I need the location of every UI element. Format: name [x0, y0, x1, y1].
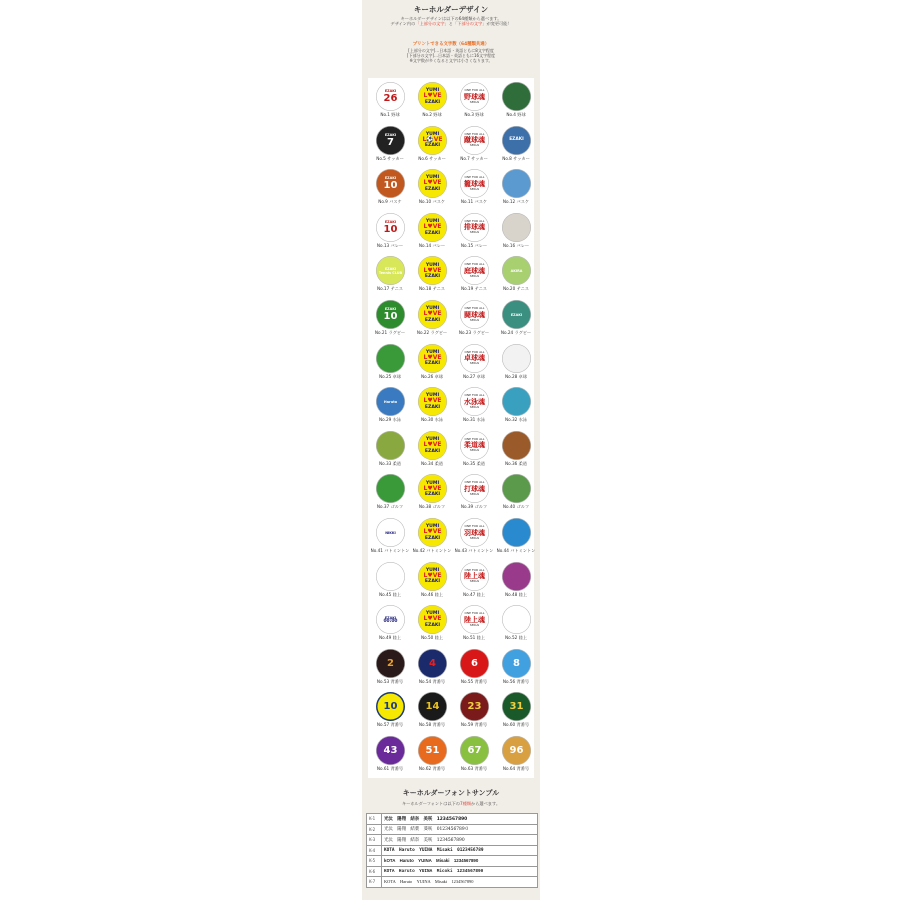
font-row[interactable] — [367, 845, 538, 856]
intro-line-1: キーホルダーデザインは以下の64種類から選べます。 — [400, 16, 502, 21]
design-caption: No.43 バトミントン — [454, 548, 494, 553]
keyholder-badge — [418, 126, 447, 155]
badge-love-text: L♥VE — [423, 223, 442, 231]
keyholder-badge — [376, 518, 405, 547]
design-caption: No.8 サッカー — [502, 155, 530, 161]
keyholder-badge — [460, 300, 489, 329]
badge-top-text: YUMI — [425, 480, 440, 486]
badge-kanji-text: 陸上魂 — [464, 615, 485, 624]
char-limit-top: [上部分の文字]…日本語・英語ともに8文字程度 — [408, 48, 494, 53]
badge-love-text: L♥VE — [423, 397, 442, 405]
badge-love-text: L♥VE — [423, 92, 442, 100]
design-caption: No.34 柔道 — [421, 460, 443, 466]
badge-number: 96 — [509, 745, 524, 756]
badge-bottom-text: EZAKI — [424, 99, 441, 105]
design-caption: No.29 水泳 — [379, 417, 401, 423]
keyholder-badge — [502, 562, 531, 591]
design-caption: No.21 ラグビー — [374, 330, 406, 335]
badge-top-text: ONE FOR ALL — [464, 131, 485, 136]
badge-top-text: ONE FOR ALL — [464, 306, 485, 311]
keyholder-badge — [418, 518, 447, 547]
keyholder-badge — [502, 387, 531, 416]
badge-love-text: L♥VE — [423, 615, 442, 623]
keyholder-badge — [376, 344, 405, 373]
keyholder-badge — [376, 562, 405, 591]
keyholder-badge — [502, 736, 531, 765]
badge-top-text: YUMI — [425, 175, 440, 181]
badge-number: 67 — [467, 745, 482, 756]
keyholder-badge — [502, 474, 531, 503]
badge-bottom-text: SEIKAI — [469, 404, 480, 409]
badge-top-text: ONE FOR ALL — [464, 393, 485, 398]
design-caption: No.7 サッカー — [460, 155, 488, 161]
design-item[interactable] — [495, 166, 537, 210]
design-caption: No.19 テニス — [460, 286, 487, 292]
font-sample-table — [366, 813, 538, 888]
font-sample: KOTA Haruto YUINA Misaki 1234567890 — [382, 877, 538, 888]
keyholder-badge — [502, 126, 531, 155]
keyholder-badge — [418, 474, 447, 503]
badge-number: 14 — [425, 701, 440, 713]
design-caption: No.42 バトミントン — [412, 548, 452, 553]
design-item[interactable] — [495, 602, 537, 646]
badge-kanji-text: 水泳魂 — [464, 397, 485, 406]
badge-bottom-text: EZAKI — [424, 317, 441, 323]
design-caption: No.30 水泳 — [421, 417, 443, 423]
design-caption: No.64 背番号 — [502, 766, 530, 771]
badge-top-text: ONE FOR ALL — [464, 349, 485, 354]
keyholder-badge — [460, 169, 489, 198]
design-item[interactable] — [495, 341, 537, 385]
design-caption: No.58 背番号 — [418, 722, 446, 728]
keyholder-badge — [376, 474, 405, 503]
badge-bottom-text: EZAKI — [510, 312, 523, 317]
font-code: K-1 — [367, 814, 382, 825]
badge-kanji-text: 排球魂 — [464, 223, 485, 232]
design-grid — [368, 78, 534, 778]
design-caption: No.57 背番号 — [376, 722, 404, 728]
badge-top-text: ONE FOR ALL — [464, 480, 485, 485]
design-caption: No.3 野球 — [464, 112, 484, 117]
keyholder-badge — [376, 213, 405, 242]
badge-bottom-text: SEIKAI — [469, 622, 480, 627]
badge-number: 2 — [387, 657, 394, 669]
design-caption: No.22 ラグビー — [416, 330, 448, 335]
design-caption: No.51 陸上 — [463, 635, 485, 641]
design-item[interactable] — [495, 515, 537, 559]
badge-bottom-text: EZAKI — [424, 274, 441, 280]
badge-number: 6 — [471, 657, 478, 669]
keyholder-badge — [418, 169, 447, 198]
keyholder-badge — [502, 344, 531, 373]
badge-top-text: ONE FOR ALL — [464, 436, 485, 441]
keyholder-badge — [460, 344, 489, 373]
keyholder-badge — [376, 736, 405, 765]
badge-number: 4 — [429, 657, 436, 669]
badge-kanji-text: 柔道魂 — [464, 441, 485, 450]
design-caption: No.33 柔道 — [379, 460, 401, 466]
badge-bottom-text: SEIKAI — [469, 361, 480, 366]
keyholder-badge — [376, 649, 405, 678]
keyholder-badge — [502, 649, 531, 678]
badge-number: 10 — [383, 311, 398, 322]
design-caption: No.17 テニス — [376, 286, 403, 292]
keyholder-badge — [460, 126, 489, 155]
badge-top-text: YUMI — [425, 306, 440, 312]
badge-top-text: ONE FOR ALL — [464, 567, 485, 572]
design-caption: No.45 陸上 — [379, 591, 401, 597]
keyholder-badge — [460, 649, 489, 678]
badge-love-text: L♥VE — [423, 528, 442, 536]
keyholder-badge — [418, 605, 447, 634]
keyholder-badge — [502, 605, 531, 634]
design-caption: No.12 バスケ — [502, 199, 530, 205]
badge-love-text: L♥VE — [423, 353, 442, 361]
font-sample-title: キーホルダーフォントサンプル — [402, 789, 500, 797]
font-code: K-6 — [367, 866, 382, 877]
design-caption: No.27 卓球 — [463, 373, 485, 379]
badge-top-text: EZAKI — [384, 307, 397, 311]
design-caption: No.47 陸上 — [463, 591, 485, 597]
design-caption: No.20 テニス — [502, 286, 529, 292]
design-caption: No.6 サッカー — [418, 155, 446, 161]
design-item[interactable] — [495, 79, 537, 123]
badge-top-text: ONE FOR ALL — [464, 218, 485, 223]
design-title: キーホルダーデザイン — [413, 5, 489, 14]
badge-mid-text: EZAKI — [509, 137, 524, 143]
char-limit-title: プリントできる文字数（64種類共通） — [412, 42, 490, 47]
badge-top-text: YUMI — [425, 524, 440, 530]
keyholder-badge — [376, 387, 405, 416]
keyholder-badge — [460, 82, 489, 111]
badge-bottom-text: SEIKAI — [469, 186, 480, 191]
keyholder-badge — [376, 300, 405, 329]
keyholder-badge — [376, 692, 405, 721]
badge-bottom-text: NIKKI — [385, 530, 396, 535]
badge-love-text: L♥VE — [423, 441, 442, 449]
badge-love-text: L♥VE — [423, 571, 442, 579]
badge-bottom-text: EZAKI — [424, 230, 441, 236]
design-item[interactable] — [495, 297, 537, 341]
design-caption: No.15 バレー — [460, 242, 488, 248]
keyholder-badge — [376, 605, 405, 634]
design-item[interactable] — [495, 123, 537, 167]
intro-line-2: デザイン内の「上部分の文字」と「下部分の文字」が変更可能！ — [390, 21, 512, 27]
font-code: K-2 — [367, 824, 382, 835]
font-code: K-5 — [367, 856, 382, 867]
design-caption: No.62 背番号 — [418, 766, 446, 771]
font-sample: 光汰 陽翔 結奈 美咲 1234567890 — [382, 814, 538, 825]
font-code: K-3 — [367, 835, 382, 846]
badge-kanji-text: 野球魂 — [464, 92, 485, 101]
badge-number: 10 — [383, 180, 398, 192]
badge-mid-text: 00:00 — [383, 618, 398, 624]
badge-love-text: L♥VE — [423, 179, 442, 187]
keyholder-badge — [502, 692, 531, 721]
font-code: K-4 — [367, 845, 382, 856]
design-caption: No.61 背番号 — [376, 766, 404, 771]
badge-number: 7 — [387, 136, 394, 148]
design-caption: No.49 陸上 — [379, 635, 401, 641]
badge-number: 31 — [509, 701, 524, 713]
keyholder-badge — [502, 518, 531, 547]
badge-bottom-text: EZAKI — [424, 492, 441, 498]
badge-number: 8 — [513, 657, 520, 669]
font-sample: 光汰 陽翔 結奈 美咲 1234567890 — [382, 835, 538, 846]
design-caption: No.41 バトミントン — [370, 548, 410, 553]
keyholder-badge — [460, 518, 489, 547]
font-code: K-7 — [367, 877, 382, 888]
keyholder-badge — [460, 387, 489, 416]
design-caption: No.23 ラグビー — [458, 330, 490, 335]
badge-bottom-text: SEIKAI — [469, 273, 480, 278]
keyholder-badge — [418, 692, 447, 721]
design-caption: No.14 バレー — [418, 242, 446, 248]
design-caption: No.26 卓球 — [421, 373, 443, 379]
product-sheet — [362, 0, 540, 900]
badge-bottom-text: EZAKI — [424, 622, 441, 628]
keyholder-badge — [376, 169, 405, 198]
design-caption: No.36 柔道 — [505, 460, 527, 466]
badge-bottom-text: Haruto — [383, 399, 398, 404]
font-sample: kOTA Haruto YUINA Misaki 1234567890 — [382, 856, 538, 867]
design-caption: No.54 背番号 — [418, 678, 446, 684]
font-sample: 光汰 陽翔 結菜 葵咲 0123456789０ — [382, 824, 538, 835]
design-caption: No.40 ゴルフ — [502, 504, 530, 510]
badge-bottom-text: SEIKAI — [469, 230, 480, 235]
design-caption: No.38 ゴルフ — [418, 504, 446, 510]
char-limit-notes — [362, 48, 540, 64]
badge-top-text: EZAKI — [384, 615, 397, 620]
badge-bottom-text: EZAKI — [424, 361, 441, 367]
design-item[interactable] — [495, 253, 537, 297]
badge-love-text: L⚽VE — [422, 135, 443, 143]
design-caption: No.13 バレー — [376, 242, 404, 248]
char-limit-warning: ※文字数が多くなると文字は小さくなります。 — [409, 58, 493, 64]
badge-bottom-text: EZAKI — [424, 404, 441, 410]
design-caption: No.53 背番号 — [376, 678, 404, 684]
design-caption: No.60 背番号 — [502, 722, 530, 728]
badge-bottom-text: Tennis CLUB — [378, 270, 403, 275]
keyholder-badge — [418, 344, 447, 373]
design-caption: No.50 陸上 — [421, 635, 443, 641]
badge-bottom-text: SEIKAI — [469, 535, 480, 540]
keyholder-badge — [418, 562, 447, 591]
font-row[interactable] — [367, 835, 538, 846]
keyholder-badge — [502, 431, 531, 460]
keyholder-badge — [418, 82, 447, 111]
badge-number: 26 — [383, 93, 398, 104]
design-caption: No.25 卓球 — [379, 373, 401, 379]
design-caption: No.16 バレー — [502, 242, 530, 248]
badge-bottom-text: AKIRA — [510, 268, 523, 273]
badge-bottom-text: SEIKAI — [469, 491, 480, 496]
keyholder-badge — [418, 387, 447, 416]
keyholder-badge — [418, 256, 447, 285]
keyholder-badge — [460, 605, 489, 634]
design-caption: No.52 陸上 — [505, 635, 527, 641]
design-item[interactable] — [495, 471, 537, 515]
badge-top-text: ONE FOR ALL — [464, 262, 485, 267]
design-item[interactable] — [495, 428, 537, 472]
badge-kanji-text: 闘球魂 — [464, 310, 485, 319]
badge-top-text: YUMI — [425, 349, 440, 355]
badge-number: 51 — [425, 745, 440, 756]
font-row[interactable] — [367, 877, 538, 888]
design-caption: No.11 バスケ — [460, 199, 488, 205]
design-item[interactable] — [495, 559, 537, 603]
keyholder-badge — [502, 213, 531, 242]
badge-top-text: EZAKI — [384, 89, 397, 93]
font-row[interactable] — [367, 856, 538, 867]
badge-bottom-text: SEIKAI — [469, 317, 480, 322]
badge-kanji-text: 籠球魂 — [464, 179, 485, 188]
keyholder-badge — [460, 213, 489, 242]
badge-bottom-text: SEIKAI — [469, 143, 480, 148]
design-caption: No.5 サッカー — [376, 155, 404, 161]
font-sample: KOTA Haruto YUINA Micoki 1234567890 — [382, 866, 538, 877]
keyholder-badge — [418, 213, 447, 242]
badge-top-text: YUMI — [425, 131, 440, 137]
char-limit-bottom: [下部分の文字]…日本語・英語ともに16文字程度 — [406, 53, 496, 59]
badge-bottom-text: EZAKI — [424, 186, 441, 192]
badge-bottom-text: SEIKAI — [469, 448, 480, 453]
design-caption: No.32 水泳 — [505, 417, 527, 423]
design-caption: No.46 陸上 — [421, 591, 443, 597]
keyholder-badge — [418, 649, 447, 678]
font-sample: KOTA Haruto YUINA Misaki 0123456789 — [382, 845, 538, 856]
badge-top-text: EZAKI — [384, 176, 397, 181]
font-row[interactable] — [367, 824, 538, 835]
badge-bottom-text: EZAKI — [424, 535, 441, 541]
keyholder-badge — [376, 431, 405, 460]
badge-top-text: EZAKI — [384, 132, 397, 137]
badge-top-text: EZAKI — [384, 266, 397, 271]
badge-number: 10 — [383, 701, 398, 713]
badge-number: 43 — [383, 745, 398, 756]
badge-kanji-text: 卓球魂 — [464, 354, 485, 363]
design-item[interactable] — [495, 210, 537, 254]
badge-top-text: YUMI — [425, 393, 440, 399]
badge-top-text: YUMI — [425, 437, 440, 443]
design-caption: No.24 ラグビー — [500, 330, 532, 335]
badge-number: 10 — [383, 223, 398, 235]
badge-bottom-text: SEIKAI — [469, 99, 480, 104]
badge-love-text: L♥VE — [423, 310, 442, 318]
badge-kanji-text: 蹴球魂 — [464, 136, 485, 145]
badge-top-text: ONE FOR ALL — [464, 611, 485, 616]
font-sample-note: キーホルダーフォントは以下の7種類から選べます。 — [401, 801, 501, 806]
design-caption: No.59 背番号 — [460, 722, 488, 728]
font-row[interactable] — [367, 866, 538, 877]
design-intro — [362, 16, 540, 26]
badge-top-text: ONE FOR ALL — [464, 524, 485, 529]
design-caption: No.37 ゴルフ — [376, 504, 404, 510]
design-item[interactable] — [495, 646, 537, 690]
keyholder-badge — [460, 562, 489, 591]
design-caption: No.28 卓球 — [505, 373, 527, 379]
design-caption: No.44 バトミントン — [496, 548, 536, 553]
badge-bottom-text: EZAKI — [424, 448, 441, 454]
badge-number: 23 — [467, 701, 482, 713]
design-caption: No.9 バスケ — [378, 199, 402, 205]
keyholder-badge — [460, 692, 489, 721]
keyholder-badge — [418, 431, 447, 460]
design-caption: No.2 野球 — [422, 112, 442, 117]
design-item[interactable] — [495, 733, 537, 777]
badge-bottom-text: EZAKI — [424, 143, 441, 149]
keyholder-badge — [502, 169, 531, 198]
badge-top-text: ONE FOR ALL — [464, 175, 485, 180]
keyholder-badge — [502, 300, 531, 329]
badge-top-text: YUMI — [425, 219, 440, 225]
badge-top-text: YUMI — [425, 567, 440, 573]
design-caption: No.56 背番号 — [502, 678, 530, 684]
badge-top-text: ONE FOR ALL — [464, 88, 485, 93]
keyholder-badge — [376, 126, 405, 155]
badge-kanji-text: 羽球魂 — [464, 528, 485, 537]
badge-top-text: YUMI — [425, 262, 440, 268]
badge-bottom-text: EZAKI — [424, 579, 441, 585]
keyholder-badge — [502, 256, 531, 285]
keyholder-badge — [460, 736, 489, 765]
badge-top-text: YUMI — [425, 88, 440, 94]
design-caption: No.31 水泳 — [463, 417, 485, 423]
keyholder-badge — [376, 256, 405, 285]
keyholder-badge — [418, 736, 447, 765]
badge-kanji-text: 庭球魂 — [464, 266, 485, 275]
design-caption: No.10 バスケ — [418, 199, 446, 205]
design-caption: No.18 テニス — [418, 286, 445, 292]
badge-kanji-text: 陸上魂 — [464, 572, 485, 581]
badge-love-text: L♥VE — [423, 484, 442, 492]
design-caption: No.48 陸上 — [505, 591, 527, 597]
design-caption: No.4 野球 — [506, 112, 526, 117]
design-caption: No.63 背番号 — [460, 766, 488, 771]
badge-love-text: L♥VE — [423, 266, 442, 274]
badge-top-text: EZAKI — [384, 219, 397, 224]
design-item[interactable] — [495, 384, 537, 428]
design-caption: No.1 野球 — [380, 112, 400, 117]
keyholder-badge — [502, 82, 531, 111]
design-caption: No.39 ゴルフ — [460, 504, 488, 510]
badge-bottom-text: SEIKAI — [469, 579, 480, 584]
badge-kanji-text: 打球魂 — [464, 484, 485, 493]
keyholder-badge — [460, 431, 489, 460]
font-row[interactable] — [367, 814, 538, 825]
design-item[interactable] — [495, 689, 537, 733]
design-caption: No.55 背番号 — [460, 678, 488, 684]
design-caption: No.35 柔道 — [463, 460, 485, 466]
keyholder-badge — [418, 300, 447, 329]
keyholder-badge — [460, 474, 489, 503]
keyholder-badge — [376, 82, 405, 111]
badge-top-text: YUMI — [425, 611, 440, 617]
keyholder-badge — [460, 256, 489, 285]
